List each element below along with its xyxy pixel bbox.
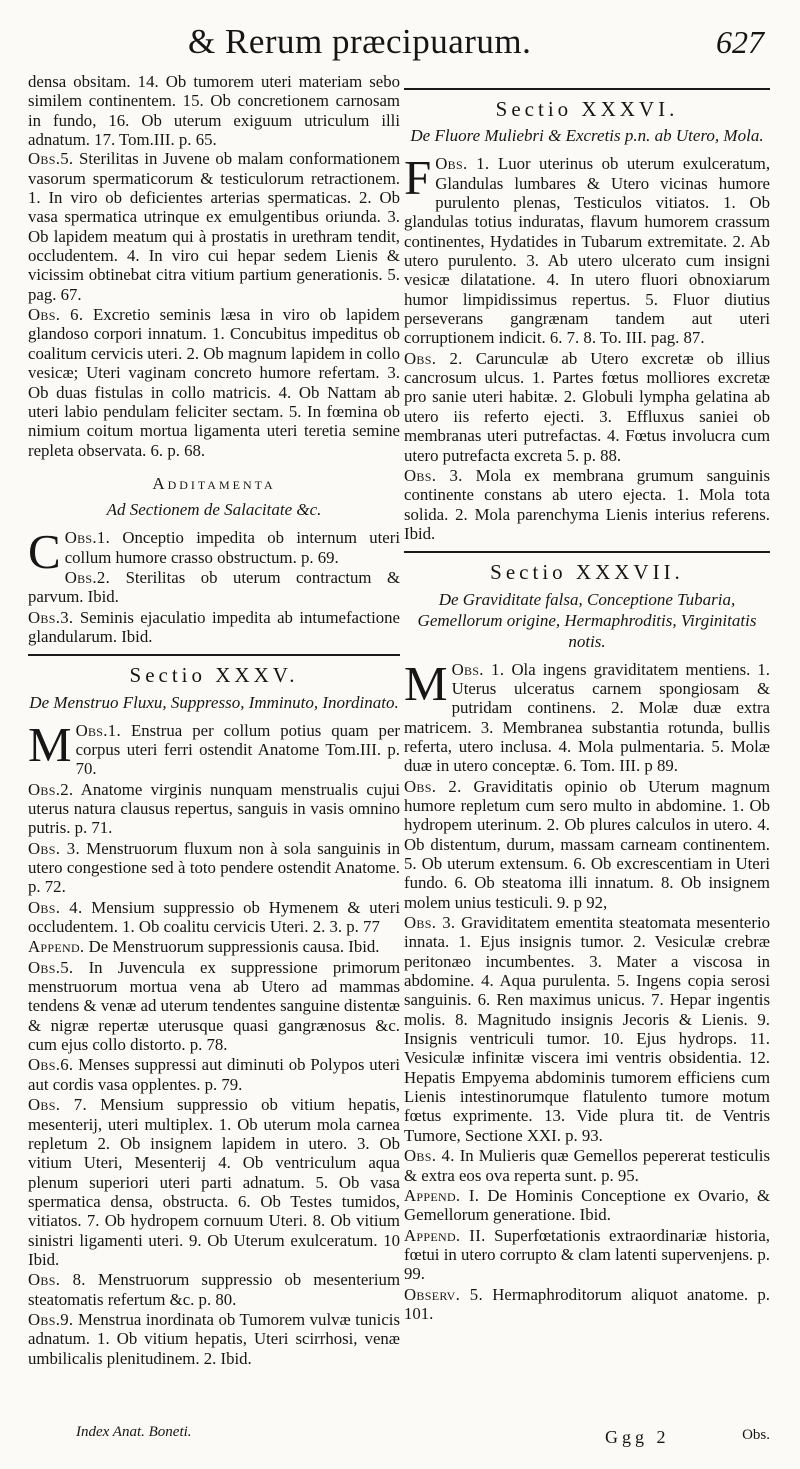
- entry-text: In Juvencula ex suppressione primorum menstruorum mortua vena ab Utero ad mammas tendens & venæ ad uterum tendentes sanguine distentæ & nigræ repertæ uterusque quasi gangrænosus &c. cum ejus collo distorto. p. 78.: [28, 957, 400, 1055]
- entry-m1: [28, 716, 400, 779]
- entry-g1: [404, 655, 770, 776]
- entry-f3: [404, 466, 770, 543]
- entry-text: Ola ingens graviditatem mentiens. 1. Uterus ulceratus carnem spongiosam & putridam continens. 2. Molæ duæ extra matricem. 3. Membranea substantia rotunda, bullis referta, utero inclusa. 4. Mola pulmentaria. 5. Molæ duæ in utero conceptæ. 6. Tom. III. p 89.: [404, 659, 770, 776]
- entry-text: Carunculæ ab Utero excretæ ob illius cancrosum ulcus. 1. Partes fœtus molliores excretæ pro sanie uteri habitæ. 2. Globuli lympha gelatina ab utero iis referto ejecti. 3. Effluxus saniei ob membranas uteri putrefactas. 4. Fœtus involucra cum utero putrefacta excreta 5. p. 88.: [404, 348, 771, 465]
- obs-label: Obs. 6.: [28, 305, 84, 325]
- section-divider: [28, 654, 400, 656]
- entry-append: [28, 937, 400, 956]
- entry-f2: [404, 349, 770, 465]
- obs-label: Obs. 2.: [404, 776, 462, 796]
- entry-text: Superfœtationis extraordinariæ historia, fœtui in utero corrupto & clam latenti supervenjens. p. 99.: [404, 1225, 770, 1284]
- obs-label: Obs.2.: [28, 779, 74, 799]
- entry-text: De Hominis Conceptione ex Ovario, & Gemellorum generatione. Ibid.: [404, 1185, 770, 1225]
- entry-m6: [28, 1055, 400, 1094]
- entry-append-1: [404, 1186, 770, 1225]
- section-36-subheading: De Fluore Muliebri & Excretis p.n. ab Utero, Mola.: [410, 126, 764, 146]
- catchword: Obs.: [742, 1427, 770, 1443]
- left-column: [28, 72, 400, 1369]
- signature-mark: Ggg 2: [605, 1427, 670, 1447]
- drop-cap: M: [28, 716, 72, 772]
- section-37-heading: Sectio XXXVII.: [490, 560, 684, 585]
- section-37-subheading: De Graviditate falsa, Conceptione Tubaria, Gemellorum origine, Hermaphroditis, Virginitatis notis.: [417, 589, 757, 651]
- entry-g5: [404, 1285, 770, 1324]
- drop-cap: C: [28, 524, 61, 580]
- section-divider: [404, 88, 770, 90]
- entry-g3: [404, 913, 770, 1145]
- entry-text: De Menstruorum suppressionis causa. Ibid.: [88, 937, 380, 957]
- obs-label: Obs. 4.: [404, 1146, 455, 1166]
- entry-text: Hermaphroditorum aliquot anatome. p. 101.: [404, 1284, 771, 1323]
- entry-text: Excretio seminis læsa in viro ob lapidem glandoso corpori innatum. 1. Concubitus impeditus ob coalitum cervicis uteri. 2. Ob magnum lapidem in collo vesicæ; Uteri vaginam concreto humore refertam. 3. Ob duas fistulas in collo matricis. 4. Ob Nattam ab uteri labio pendulam feliciter sectam. 5. In fœmina ob nimium coitum mortua ligamenta uteri teretia semine repleta observata. 6. p. 68.: [28, 305, 400, 460]
- obs-label: Obs. 1.: [451, 659, 505, 679]
- entry-text: Graviditatem ementita steatomata mesenterio innata. 1. Ejus insignis tumor. 2. Vesiculæ crebræ peritonæo incumbentes. 3. Mater a viscosa in abdomine. 4. Aqua purulenta. 5. Ingens copia serosi sanguinis. 6. Ren maximus unicus. 7. Hepar ingentis molis. 8. Magnitudo insignis Jecoris & Lienis. 9. Insignis ventriculi tumor. 10. Ejus hydrops. 11. Vesiculæ infinitæ viscera imi ventris obsidentia. 12. Hepatis Empyema abdominis tumorem efficiens cum Lienis intestinorumque flatulento tumore motum fœtus exprimente. 13. Vide plura tit. de Ventris Tumore, Sectione XXI. p. 93.: [404, 913, 770, 1145]
- entry-m4: [28, 898, 400, 937]
- obs-label: Obs. 8.: [28, 1270, 86, 1290]
- entry-g4: [404, 1146, 770, 1185]
- entry-f1: [404, 150, 771, 348]
- entry-text: Mensium suppressio ob vitium hepatis, mesenterij, uteri multiplex. 1. Ob uterum mola carnea repletum 2. Ob insignem lapidem in utero. 3. Ob vitium Uteri, Mesenterij 4. Ob ventriculum aqua plenum superiori uteri parti adnatum. 5. Ob vasa spermatica densa, obstructa. 6. Ob Testes tumidos, vitiatos. 7. Ob hydropem cornuum Uteri. 8. Ob vitium sinistri ligamenti uteri. 9. Ob Uterum exulceratum. 10 Ibid.: [28, 1095, 400, 1269]
- section-36-heading: Sectio XXXVI.: [495, 97, 679, 121]
- entry-m7: [28, 1095, 400, 1269]
- obs-label: Obs. 7.: [28, 1095, 87, 1115]
- entry-m9: [28, 1310, 400, 1368]
- entry-text: Menses suppressi aut diminuti ob Polypos uteri aut cordis vasa opplentes. p. 79.: [28, 1055, 400, 1094]
- obs-label: Obs.9.: [28, 1309, 74, 1329]
- obs-label: Obs.3.: [28, 607, 74, 627]
- obs-label: Obs. 3.: [404, 465, 463, 485]
- entry-text: Menstruorum fluxum non à sola sanguinis in utero congestione sed à toto pendere ostendit Anatome. p. 72.: [28, 838, 400, 897]
- running-title: & Rerum præcipuarum.: [188, 22, 532, 61]
- entry-g2: [404, 777, 770, 912]
- section-35-subheading: De Menstruo Fluxu, Suppresso, Imminuto, Inordinato.: [29, 692, 399, 712]
- right-column: [404, 82, 770, 1324]
- append-label: Append. II.: [404, 1225, 486, 1245]
- drop-cap: F: [404, 150, 432, 206]
- entry-add-obs2: [28, 568, 400, 607]
- page-number: 627: [716, 24, 764, 60]
- entry-text: Sterilitas ob uterum contractum & parvum. Ibid.: [28, 567, 400, 607]
- entry-text: Sterilitas in Juvene ob malam conformationem vasorum spermaticorum & testiculorum retractionem. 1. In viro ob deficientes arterias spermaticas. 2. Ob vasa spermatica utrinque ex emulgentibus oriunda. 3. Ob lapidem meatum qui à prostatis in urethram tendit, occludentem. 4. In viro cui hepar sedem Lienis & vicissim obtinebat citra vitium partium generationis. 5. pag. 67.: [28, 149, 400, 304]
- entry-text: In Mulieris quæ Gemellos pepererat testiculis & extra eos ova reperta sunt. p. 95.: [404, 1146, 770, 1185]
- obs-label: Obs. 3.: [28, 838, 80, 858]
- entry-m3: [28, 839, 400, 897]
- obs-label: Obs. 4.: [28, 897, 83, 917]
- obs-label: Obs. 3.: [404, 913, 456, 933]
- obs-label: Obs. 1.: [435, 154, 490, 174]
- section-divider: [404, 551, 770, 553]
- obs-label: Obs.5.: [28, 149, 74, 169]
- append-label: Append. I.: [404, 1185, 480, 1205]
- entry-text: Graviditatis opinio ob Uterum magnum humore repletum cum sero multo in abdomine. 1. Ob hydropem uterinum. 2. Ob plures calculos in utero. 4. Ob distentum, durum, massam carneam continentem. 5. Ob uterum extensum. 6. Ob excrescentiam in Uteri fundo. 6. Ob steatoma illi innatum. 8. Ob insignem molem unius testiculi. 9. p 92,: [404, 776, 770, 912]
- obs-label: Observ. 5.: [404, 1284, 483, 1304]
- additamenta-heading: Additamenta: [152, 473, 276, 493]
- running-head: [0, 22, 800, 70]
- entry-text: Seminis ejaculatio impedita ab intumefactione glandularum. Ibid.: [28, 607, 400, 646]
- obs-label: Obs.1.: [64, 528, 111, 548]
- additamenta-subheading: Ad Sectionem de Salacitate &c.: [106, 500, 322, 520]
- section-35-heading: Sectio XXXV.: [129, 663, 299, 688]
- entry-text: Menstruorum suppressio ob mesenterium steatomatis refertum &c. p. 80.: [28, 1270, 400, 1309]
- append-label: Append.: [28, 937, 85, 957]
- entry-m2: [28, 780, 400, 838]
- obs-label: Obs.6.: [28, 1055, 74, 1075]
- entry-obs6: [28, 305, 400, 460]
- obs-label: Obs.1.: [75, 720, 121, 740]
- obs-label: Obs. 2.: [404, 348, 463, 368]
- entry-text: Mensium suppressio ob Hymenem & uteri occludentem. 1. Ob coalitu cervicis Uteri. 2. 3. p. 77: [28, 897, 400, 937]
- entry-text: Enstrua per collum potius quam per corpus uteri ferri ostendit Anatome Tom.III. p. 70.: [75, 720, 400, 779]
- entry-m8: [28, 1270, 400, 1309]
- obs-label: Obs.5.: [28, 957, 74, 977]
- entry-text: Mola ex membrana grumum sanguinis continente constans ab utero ejecta. 1. Mola tota solida. 2. Mola parenchyma Lienis interius referens. Ibid.: [404, 465, 770, 543]
- entry-text: Menstrua inordinata ob Tumorem vulvæ tunicis adnatum. 1. Ob vitium hepatis, Uteri scirrhosi, venæ umbilicalis plenitudinem. 2. Ibid.: [28, 1309, 400, 1368]
- entry-text: Luor uterinus ob uterum exulceratum, Glandulas lumbares & Utero vicinas humore purulento plenas, Testiculos vitiatos. 1. Ob glandulas totius induratas, flavum humorem crassum continentes, Hydatides in Tubarum extremitate. 2. Ab utero purulento. 3. Ab utero ulcerato cum insigni vesicæ dilatatione. 4. In utero fluori obnoxiarum humor limpidissimus repertus. 5. Fluor diutius perseverans gangrænam tandem aut uteri corruptionem indicit. 6. 7. 8. To. III. pag. 87.: [404, 154, 771, 348]
- entry-text: Anatome virginis nunquam menstrualis cujui uterus natura clausus repertus, sanguis in vasis omnino putris. p. 71.: [28, 779, 400, 838]
- drop-cap: M: [404, 655, 448, 711]
- continued-paragraph: densa obsitam. 14. Ob tumorem uteri materiam sebo similem continentem. 15. Ob concretionem carnosam in fundo, 16. Ob uterum exiguum utriculum illi adnatum. 17. Tom.III. p. 65.: [28, 72, 400, 150]
- entry-text: Onceptio impedita ob internum uteri collum humore crasso obstructum. p. 69.: [64, 528, 400, 567]
- entry-obs5: [28, 149, 400, 304]
- entry-append-2: [404, 1226, 770, 1284]
- entry-add-obs3: [28, 608, 400, 647]
- footer-index-title: Index Anat. Boneti.: [76, 1424, 192, 1440]
- obs-label: Obs.2.: [64, 567, 111, 587]
- entry-m5: [28, 958, 400, 1055]
